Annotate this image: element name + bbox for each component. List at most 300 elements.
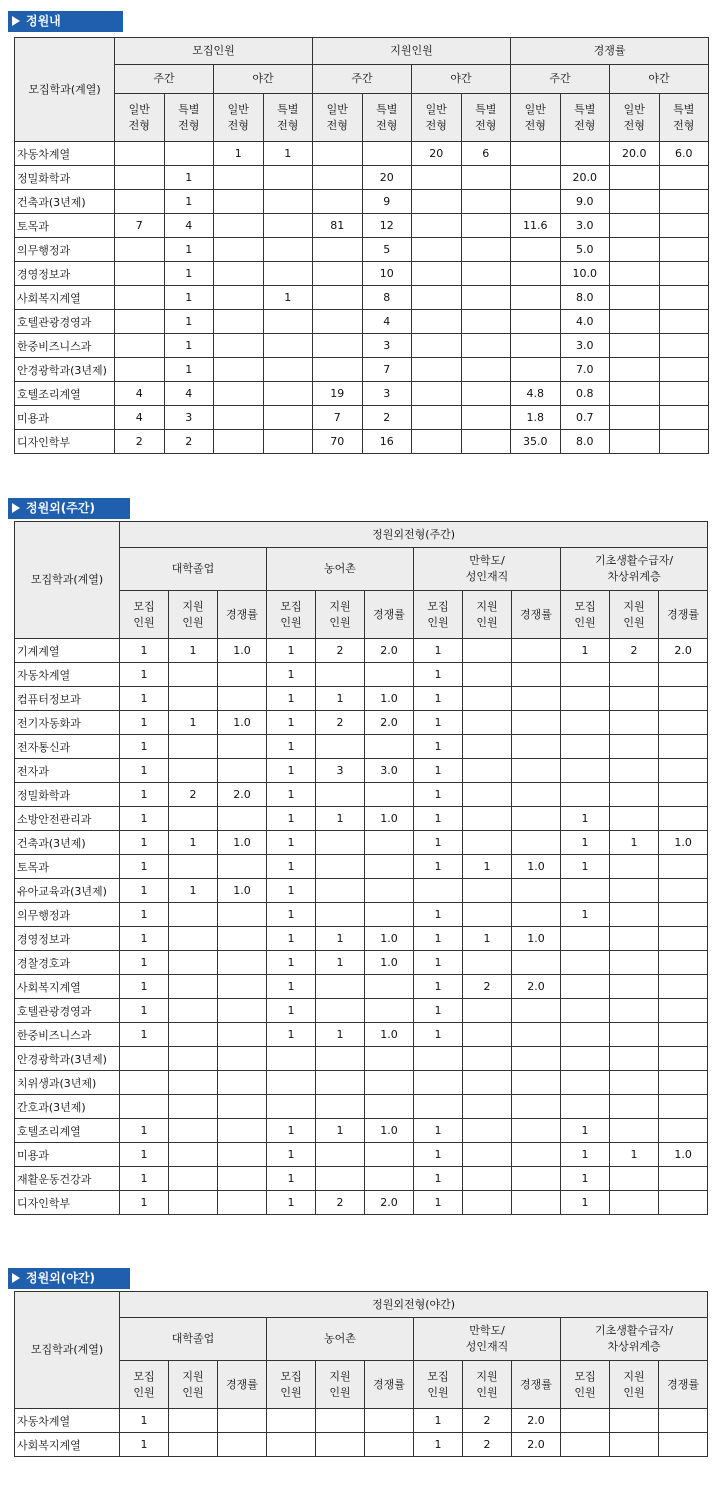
table-cell [610, 927, 659, 951]
table-cell [561, 879, 610, 903]
table-cell [659, 735, 708, 759]
table-cell: 4 [115, 382, 165, 406]
table-cell [659, 1023, 708, 1047]
table-cell [316, 1409, 365, 1433]
table-cell [463, 1095, 512, 1119]
header-type: 특별 전형 [659, 94, 709, 142]
table-cell [316, 1433, 365, 1457]
table-cell: 1 [561, 1143, 610, 1167]
table-cell [214, 310, 264, 334]
table-cell: 1 [120, 903, 169, 927]
header-sub: 경쟁률 [365, 1361, 414, 1409]
table-cell: 1 [214, 142, 264, 166]
table-row [15, 262, 709, 286]
table-cell [461, 358, 511, 382]
table-cell [659, 430, 709, 454]
table-cell: 1 [561, 1119, 610, 1143]
table-cell: 9 [362, 190, 412, 214]
header-sub: 모집 인원 [267, 591, 316, 639]
table-row [15, 1143, 708, 1167]
table-row [15, 310, 709, 334]
table-cell: 1 [120, 927, 169, 951]
header-row [15, 1292, 708, 1318]
table-cell: 1 [414, 687, 463, 711]
table-cell: 1 [164, 262, 214, 286]
table-cell [412, 238, 462, 262]
table-cell: 1 [120, 1143, 169, 1167]
department-name: 호텔조리계열 [15, 382, 115, 406]
table-row [15, 406, 709, 430]
table-cell: 4 [164, 382, 214, 406]
table-cell: 3 [362, 334, 412, 358]
header-sub: 지원 인원 [169, 591, 218, 639]
table-cell [659, 663, 708, 687]
table-cell [659, 783, 708, 807]
table-row [15, 1095, 708, 1119]
table-cell [610, 1409, 659, 1433]
table-cell [218, 1023, 267, 1047]
header-sub: 지원 인원 [463, 1361, 512, 1409]
table-cell: 1 [561, 831, 610, 855]
table-cell: 1 [263, 286, 313, 310]
header-type: 특별 전형 [362, 94, 412, 142]
table-cell: 3 [316, 759, 365, 783]
triangle-icon [12, 16, 20, 26]
table-cell: 10 [362, 262, 412, 286]
table-cell [512, 735, 561, 759]
table-cell: 1.0 [659, 831, 708, 855]
table-cell: 1 [120, 999, 169, 1023]
table-row [15, 190, 709, 214]
table-cell: 1 [169, 831, 218, 855]
table-cell [313, 286, 363, 310]
table-cell [512, 1071, 561, 1095]
table-cell: 4.0 [560, 310, 610, 334]
table-cell: 5 [362, 238, 412, 262]
table-cell: 2 [463, 975, 512, 999]
table-cell: 2 [362, 406, 412, 430]
department-name: 소방안전관리과 [15, 807, 120, 831]
table-cell: 1 [120, 1191, 169, 1215]
table-cell: 1 [414, 975, 463, 999]
table-cell: 5.0 [560, 238, 610, 262]
table-cell [414, 879, 463, 903]
header-sub: 경쟁률 [218, 591, 267, 639]
table-cell: 1.0 [218, 879, 267, 903]
table-cell [511, 358, 561, 382]
table-cell: 1 [120, 639, 169, 663]
table-cell [610, 1023, 659, 1047]
table-cell [316, 1047, 365, 1071]
table-cell: 1 [414, 831, 463, 855]
table-cell: 2 [164, 430, 214, 454]
table-cell [561, 927, 610, 951]
table-cell [412, 382, 462, 406]
table-cell: 1 [414, 951, 463, 975]
table-cell [218, 663, 267, 687]
table-cell: 7 [115, 214, 165, 238]
table-row [15, 286, 709, 310]
table-cell: 1.0 [365, 1023, 414, 1047]
table-cell [313, 190, 363, 214]
table-cell [316, 831, 365, 855]
table-cell: 1 [414, 1167, 463, 1191]
table-cell [463, 1023, 512, 1047]
table-cell [115, 286, 165, 310]
table-cell [610, 406, 660, 430]
table-cell [218, 1119, 267, 1143]
table-cell [659, 1095, 708, 1119]
table-cell: 1 [120, 687, 169, 711]
table-cell [414, 1071, 463, 1095]
table-cell [463, 807, 512, 831]
department-name: 컴퓨터정보과 [15, 687, 120, 711]
table-cell: 1 [414, 855, 463, 879]
department-name: 경영정보과 [15, 262, 115, 286]
table-cell [169, 927, 218, 951]
table-cell [169, 1191, 218, 1215]
table-cell [461, 382, 511, 406]
table-row [15, 1071, 708, 1095]
table-cell: 1 [120, 1433, 169, 1457]
table-cell: 6 [461, 142, 511, 166]
table-cell: 3.0 [560, 334, 610, 358]
table-cell: 2.0 [218, 783, 267, 807]
table-cell: 1 [561, 855, 610, 879]
table-row [15, 999, 708, 1023]
table-cell: 1 [120, 879, 169, 903]
table-cell [561, 1023, 610, 1047]
table-cell [659, 855, 708, 879]
department-name: 한중비즈니스과 [15, 1023, 120, 1047]
table-row [15, 807, 708, 831]
department-name: 건축과(3년제) [15, 190, 115, 214]
table-cell [561, 711, 610, 735]
table-cell [659, 879, 708, 903]
department-name: 한중비즈니스과 [15, 334, 115, 358]
table-cell [561, 783, 610, 807]
table-cell: 1 [267, 927, 316, 951]
department-name: 디자인학부 [15, 1191, 120, 1215]
table-cell [610, 951, 659, 975]
table-cell [316, 1167, 365, 1191]
table-cell [365, 903, 414, 927]
table-cell: 1 [267, 855, 316, 879]
table-cell [512, 999, 561, 1023]
table-cell [610, 286, 660, 310]
table-cell: 2.0 [365, 639, 414, 663]
header-time: 주간 [115, 65, 214, 94]
table-cell [512, 951, 561, 975]
table-row [15, 1023, 708, 1047]
table-row [15, 711, 708, 735]
table-cell [365, 1143, 414, 1167]
table-cell [610, 783, 659, 807]
department-name: 사회복지계열 [15, 1433, 120, 1457]
table-cell [659, 214, 709, 238]
table-cell [218, 807, 267, 831]
table-cell: 1 [267, 663, 316, 687]
table-cell [659, 358, 709, 382]
table-cell: 7 [313, 406, 363, 430]
table-cell: 70 [313, 430, 363, 454]
table-row [15, 903, 708, 927]
table-cell [169, 1143, 218, 1167]
table-cell [218, 687, 267, 711]
table-cell [365, 975, 414, 999]
table-cell [512, 1023, 561, 1047]
table-cell [659, 1167, 708, 1191]
table-cell [463, 951, 512, 975]
table-cell [169, 855, 218, 879]
header-sub: 경쟁률 [512, 591, 561, 639]
header-sub: 지원 인원 [610, 591, 659, 639]
header-time: 야간 [412, 65, 511, 94]
table-cell [512, 903, 561, 927]
table-cell: 1 [120, 807, 169, 831]
table-cell [218, 1433, 267, 1457]
section-title-text: 정원외(야간) [26, 1271, 95, 1285]
header-type: 일반 전형 [412, 94, 462, 142]
header-sub: 지원 인원 [316, 1361, 365, 1409]
table-cell [610, 735, 659, 759]
table-cell: 1 [316, 687, 365, 711]
department-name: 정밀화학과 [15, 783, 120, 807]
table-cell: 8.0 [560, 286, 610, 310]
table-cell: 1 [267, 783, 316, 807]
table-cell [169, 1095, 218, 1119]
table-cell: 1 [267, 1167, 316, 1191]
department-name: 자동차계열 [15, 663, 120, 687]
table-cell [218, 999, 267, 1023]
table-cell: 0.8 [560, 382, 610, 406]
department-name: 기계계열 [15, 639, 120, 663]
table-cell: 8.0 [560, 430, 610, 454]
header-group: 모집인원 [115, 38, 313, 65]
table-cell: 4 [164, 214, 214, 238]
table-cell [511, 190, 561, 214]
table-cell: 1 [267, 759, 316, 783]
header-row [15, 522, 708, 548]
table-cell [214, 406, 264, 430]
table-cell: 1 [414, 759, 463, 783]
table-cell [169, 687, 218, 711]
header-time: 야간 [214, 65, 313, 94]
table-cell: 1 [120, 1119, 169, 1143]
table-row [15, 1433, 708, 1457]
header-group: 지원인원 [313, 38, 511, 65]
table-cell: 4 [362, 310, 412, 334]
table-cell [461, 334, 511, 358]
table-cell [412, 358, 462, 382]
table-cell: 1 [120, 975, 169, 999]
table-cell: 2.0 [512, 1433, 561, 1457]
table-cell [263, 310, 313, 334]
table-cell: 20.0 [610, 142, 660, 166]
table-cell: 1.0 [365, 927, 414, 951]
table-cell [169, 1409, 218, 1433]
table-cell: 1 [414, 1409, 463, 1433]
table-cell: 1 [267, 975, 316, 999]
table-cell [610, 759, 659, 783]
table-cell: 1 [164, 334, 214, 358]
table-cell: 1.0 [218, 639, 267, 663]
table-cell [218, 759, 267, 783]
table-cell: 1 [169, 711, 218, 735]
header-type: 일반 전형 [511, 94, 561, 142]
table-cell [169, 999, 218, 1023]
table-cell: 11.6 [511, 214, 561, 238]
table-cell [610, 711, 659, 735]
table-cell [659, 334, 709, 358]
table-cell: 2 [316, 639, 365, 663]
table-cell: 1 [414, 927, 463, 951]
table-cell [115, 358, 165, 382]
table-cell [169, 1023, 218, 1047]
table-cell: 2 [610, 639, 659, 663]
table-cell [512, 663, 561, 687]
table-cell [316, 879, 365, 903]
table-cell [512, 1167, 561, 1191]
department-name: 정밀화학과 [15, 166, 115, 190]
table-cell [313, 334, 363, 358]
table-cell: 1 [316, 807, 365, 831]
header-category: 대학졸업 [120, 548, 267, 591]
table-cell [463, 687, 512, 711]
header-sub: 모집 인원 [414, 591, 463, 639]
table-row [15, 214, 709, 238]
table-cell [659, 286, 709, 310]
department-name: 디자인학부 [15, 430, 115, 454]
table-cell: 1 [463, 927, 512, 951]
table-cell [115, 142, 165, 166]
table-cell [316, 663, 365, 687]
table-cell: 2 [463, 1409, 512, 1433]
table-cell: 1 [316, 1023, 365, 1047]
header-category: 만학도/ 성인재직 [414, 548, 561, 591]
table-cell [659, 1409, 708, 1433]
table-cell [218, 855, 267, 879]
table-cell [316, 1095, 365, 1119]
table-cell [214, 334, 264, 358]
table-cell [169, 663, 218, 687]
extra-quota-day-table [14, 521, 708, 1215]
table-cell [659, 1433, 708, 1457]
table-cell [214, 166, 264, 190]
table-cell: 1 [267, 951, 316, 975]
table-cell [412, 310, 462, 334]
table-cell: 1 [414, 1433, 463, 1457]
table-cell [218, 1167, 267, 1191]
table-cell [263, 190, 313, 214]
section-title-extra-night [8, 1268, 130, 1289]
table-cell: 1 [610, 1143, 659, 1167]
table-cell [659, 999, 708, 1023]
table-cell [169, 1047, 218, 1071]
table-cell [463, 663, 512, 687]
table-cell [412, 190, 462, 214]
department-name: 호텔조리계열 [15, 1119, 120, 1143]
table-cell [659, 927, 708, 951]
table-cell [512, 807, 561, 831]
table-cell: 3 [164, 406, 214, 430]
table-cell [511, 238, 561, 262]
table-cell [610, 1191, 659, 1215]
table-cell [610, 1167, 659, 1191]
table-cell [610, 687, 659, 711]
table-cell [316, 855, 365, 879]
table-cell: 1 [414, 735, 463, 759]
table-cell [461, 190, 511, 214]
department-name: 전자과 [15, 759, 120, 783]
header-sub: 모집 인원 [120, 591, 169, 639]
department-name: 건축과(3년제) [15, 831, 120, 855]
header-type: 일반 전형 [115, 94, 165, 142]
table-cell [511, 166, 561, 190]
table-cell [610, 1433, 659, 1457]
table-cell [263, 334, 313, 358]
department-name: 경찰경호과 [15, 951, 120, 975]
table-cell: 1 [120, 711, 169, 735]
table-cell: 1 [414, 783, 463, 807]
table-cell: 3.0 [560, 214, 610, 238]
table-cell: 1 [120, 783, 169, 807]
header-category: 만학도/ 성인재직 [414, 1318, 561, 1361]
department-name: 안경광학과(3년제) [15, 358, 115, 382]
table-cell: 20.0 [560, 166, 610, 190]
department-name: 자동차계열 [15, 142, 115, 166]
table-cell: 1.0 [218, 831, 267, 855]
table-cell: 1 [164, 166, 214, 190]
table-cell [218, 1095, 267, 1119]
table-cell: 1 [164, 286, 214, 310]
table-cell [610, 1047, 659, 1071]
department-name: 호텔관광경영과 [15, 999, 120, 1023]
table-cell [659, 1071, 708, 1095]
table-cell [214, 238, 264, 262]
table-cell: 1 [414, 639, 463, 663]
department-name: 사회복지계열 [15, 975, 120, 999]
table-cell: 1 [164, 190, 214, 214]
header-title: 정원외전형(야간) [120, 1292, 708, 1318]
table-cell: 1 [267, 1143, 316, 1167]
table-row [15, 142, 709, 166]
triangle-icon [12, 1273, 20, 1283]
header-type: 일반 전형 [610, 94, 660, 142]
table-cell [610, 855, 659, 879]
table-cell: 2 [316, 711, 365, 735]
table-cell [512, 639, 561, 663]
table-cell [461, 406, 511, 430]
table-cell [561, 1071, 610, 1095]
table-cell [610, 190, 660, 214]
table-cell [120, 1047, 169, 1071]
table-cell [463, 1119, 512, 1143]
table-cell [313, 358, 363, 382]
table-cell [263, 382, 313, 406]
table-row [15, 879, 708, 903]
table-cell: 1 [561, 903, 610, 927]
table-cell: 20 [362, 166, 412, 190]
table-cell [512, 687, 561, 711]
table-cell: 81 [313, 214, 363, 238]
section-title-text: 정원내 [26, 14, 61, 28]
table-cell: 2 [115, 430, 165, 454]
table-cell: 1 [164, 358, 214, 382]
header-sub: 모집 인원 [561, 591, 610, 639]
table-cell [218, 1191, 267, 1215]
table-cell [610, 382, 660, 406]
